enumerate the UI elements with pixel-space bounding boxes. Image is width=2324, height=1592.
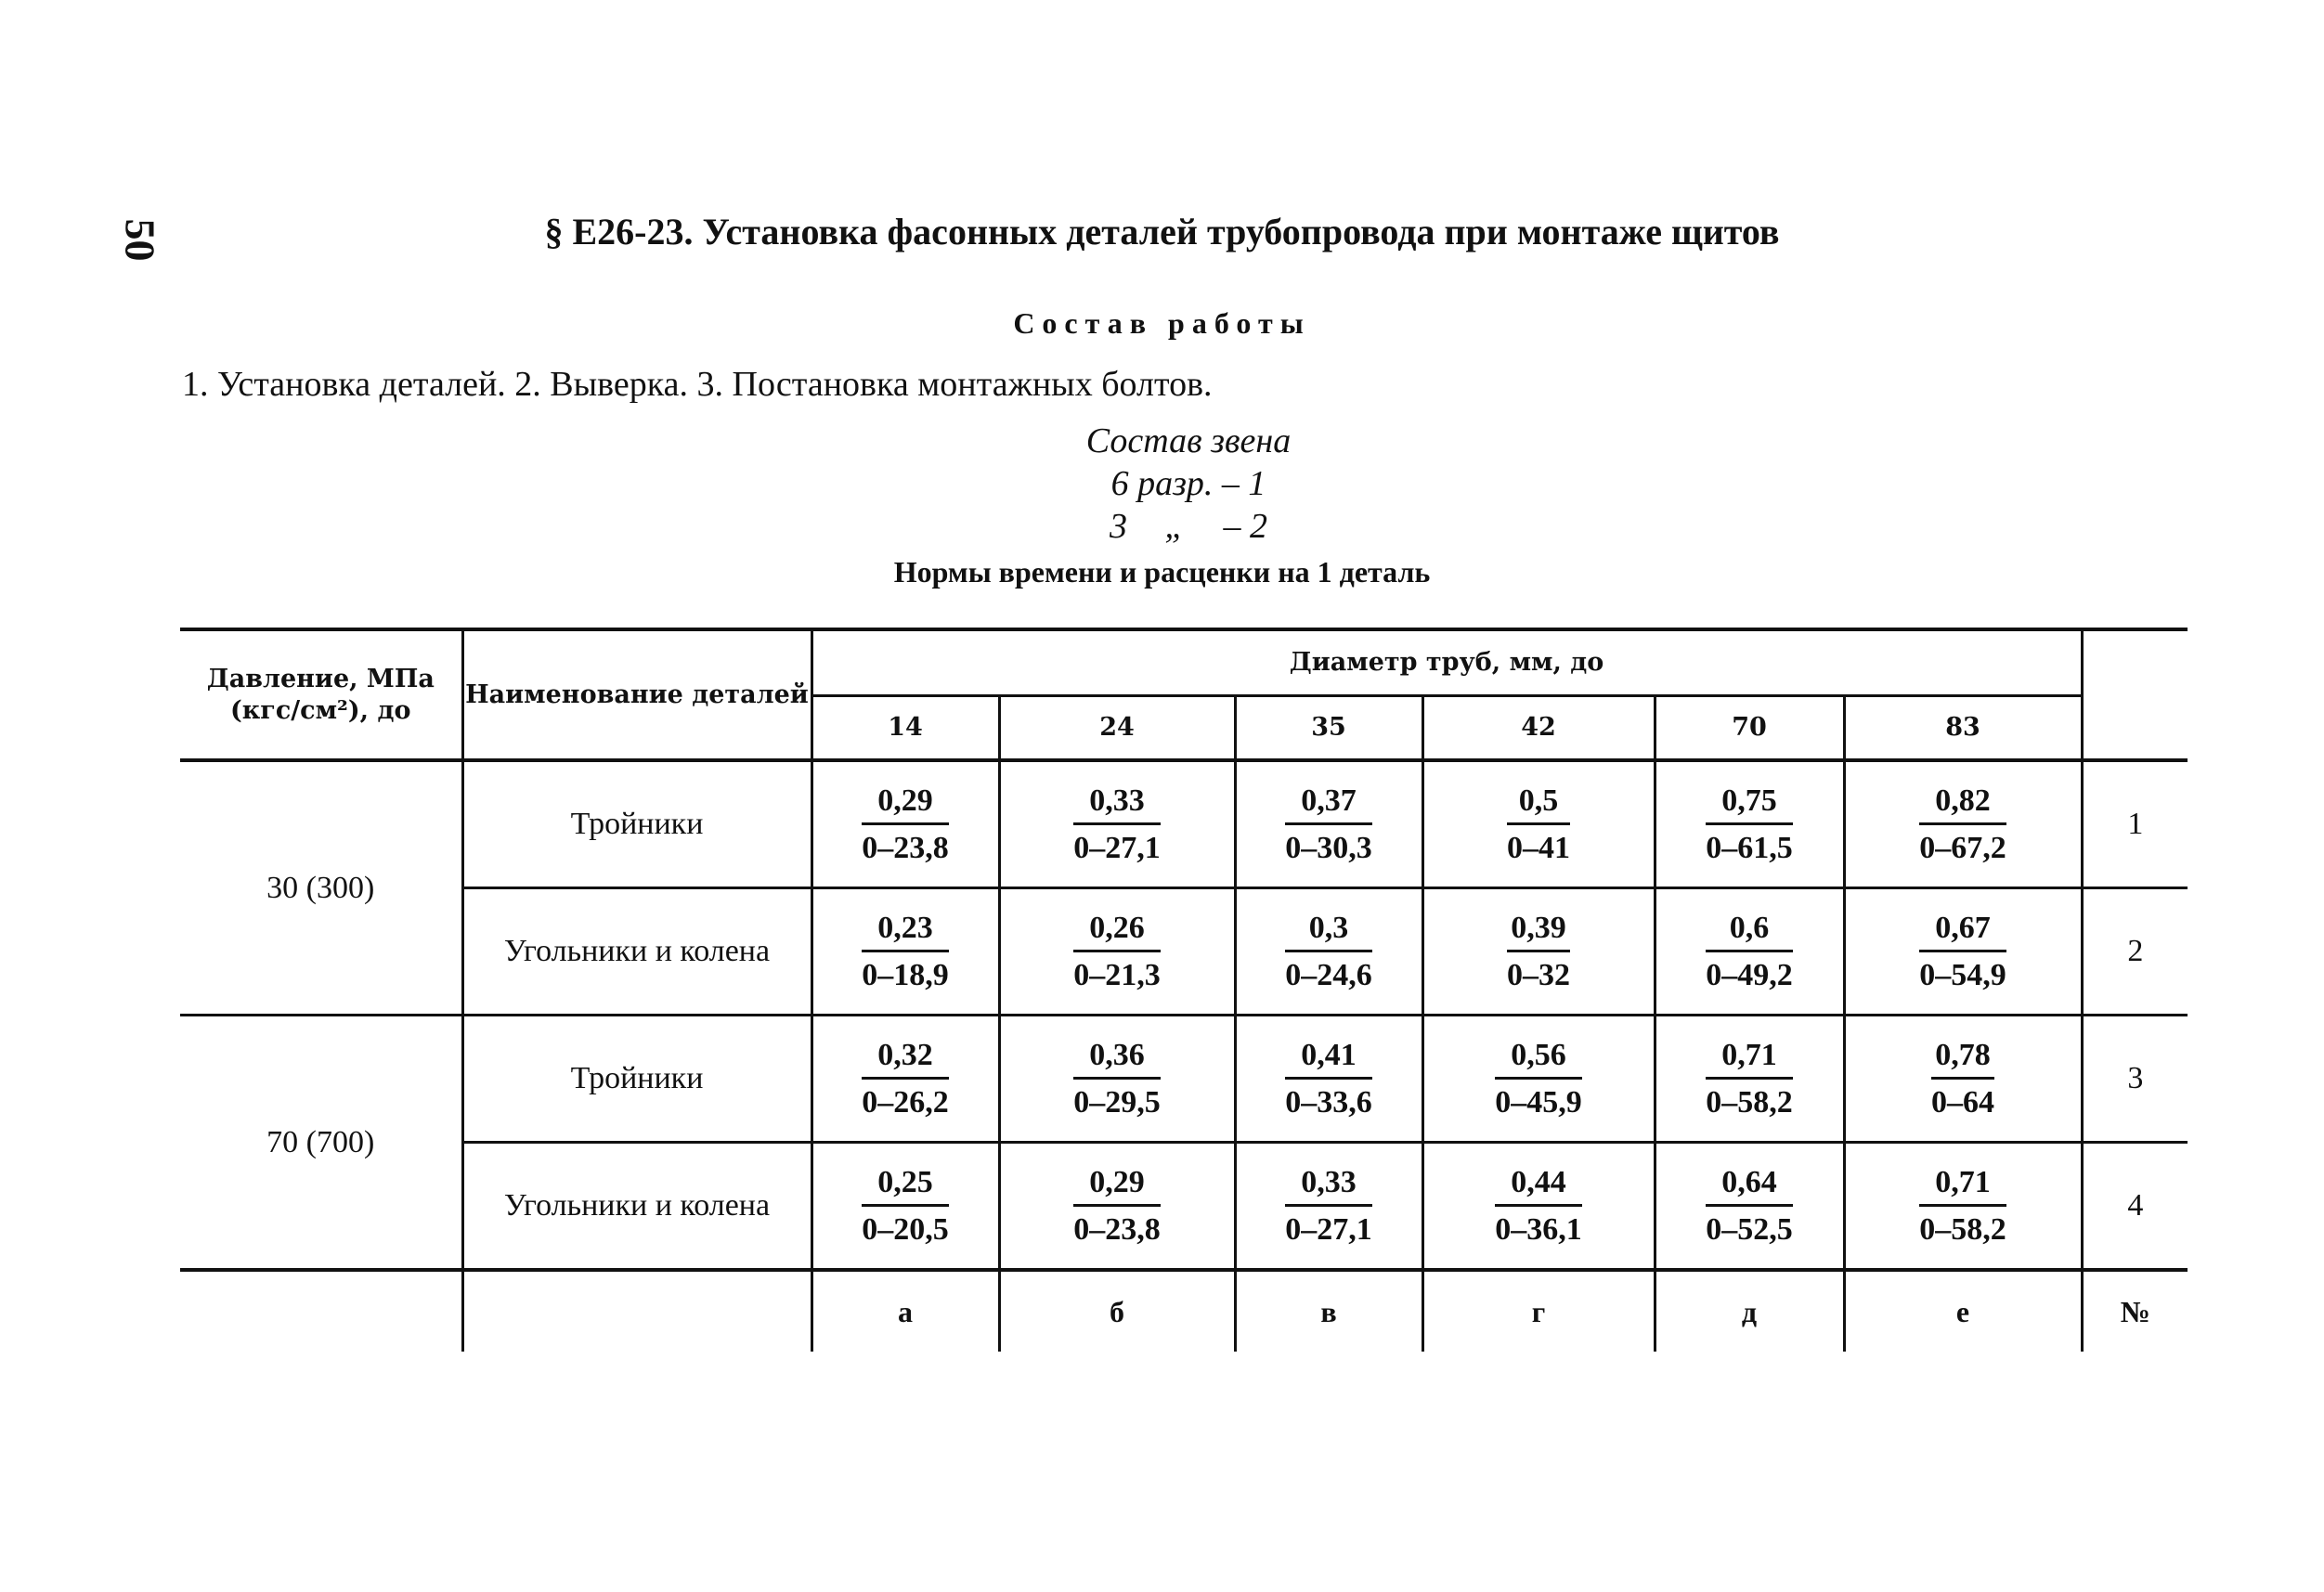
norms-table [180, 628, 2188, 1352]
crew-heading: Состав звена [1085, 421, 1292, 460]
rate-fraction [862, 1165, 949, 1248]
rate-cell [999, 1143, 1235, 1271]
header-row-number-blank [2082, 629, 2188, 760]
part-name-cell: Угольники и колена [462, 888, 811, 1016]
pressure-cell: 70 (700) [266, 1124, 375, 1159]
price-rate: 0–33,6 [1285, 1084, 1372, 1120]
price-rate: 0–20,5 [862, 1211, 949, 1247]
column-letter: б [999, 1270, 1235, 1352]
rate-fraction [1285, 1038, 1372, 1120]
price-rate: 0–24,6 [1285, 957, 1372, 992]
time-norm: 0,64 [1706, 1165, 1793, 1207]
rate-fraction [1919, 783, 2006, 866]
price-rate: 0–41 [1507, 830, 1570, 865]
rate-fraction [1285, 911, 1372, 993]
rate-fraction [862, 783, 949, 866]
rate-fraction [1919, 911, 2006, 993]
price-rate: 0–36,1 [1495, 1211, 1582, 1247]
price-rate: 0–23,8 [1073, 1211, 1161, 1247]
footer-row [180, 1270, 2188, 1352]
crew-row-1: 6 разр. – 1 [1110, 464, 1266, 503]
rate-cell [1235, 1016, 1422, 1143]
price-rate: 0–26,2 [862, 1084, 949, 1120]
price-rate: 0–45,9 [1495, 1084, 1582, 1120]
time-norm: 0,33 [1073, 783, 1161, 825]
column-letter: д [1655, 1270, 1844, 1352]
column-letter: а [811, 1270, 999, 1352]
rate-cell [999, 888, 1235, 1016]
rate-cell [1235, 1143, 1422, 1271]
rate-fraction [1285, 783, 1372, 866]
rate-cell [811, 760, 999, 888]
time-norm: 0,56 [1495, 1038, 1582, 1080]
header-diameter-35: 35 [1235, 696, 1422, 761]
footer-number-sign: № [2082, 1270, 2188, 1352]
row-number: 2 [2082, 888, 2188, 1016]
pressure-cell: 30 (300) [180, 760, 462, 1016]
table-row [180, 1143, 2188, 1271]
time-norm: 0,6 [1706, 911, 1793, 952]
header-diameter-24: 24 [999, 696, 1235, 761]
crew-composition [956, 420, 1421, 548]
price-rate: 0–32 [1507, 957, 1570, 992]
rate-fraction [1495, 1038, 1582, 1120]
time-norm: 0,25 [862, 1165, 949, 1207]
header-diameter-83: 83 [1844, 696, 2082, 761]
crew-row-2-rank: 3 [1110, 507, 1127, 546]
price-rate: 0–67,2 [1919, 830, 2006, 865]
rate-fraction [1706, 783, 1793, 866]
rate-fraction [862, 911, 949, 993]
time-norm: 0,71 [1919, 1165, 2006, 1207]
column-letter: г [1422, 1270, 1655, 1352]
row-number: 3 [2082, 1016, 2188, 1143]
time-norm: 0,67 [1919, 911, 2006, 952]
time-norm: 0,75 [1706, 783, 1793, 825]
column-letter: е [1844, 1270, 2082, 1352]
rate-fraction [1073, 783, 1161, 866]
rate-fraction [1495, 1165, 1582, 1248]
rate-cell [1655, 1143, 1844, 1271]
rate-cell [1422, 1143, 1655, 1271]
part-name-cell: Тройники [462, 1016, 811, 1143]
time-norm: 0,39 [1507, 911, 1570, 952]
table-row [180, 888, 2188, 1016]
rate-cell [811, 888, 999, 1016]
price-rate: 0–64 [1931, 1084, 1995, 1120]
rate-cell [1844, 1016, 2082, 1143]
rate-fraction [1919, 1165, 2006, 1248]
time-norm: 0,3 [1285, 911, 1372, 952]
crew-row-2 [956, 505, 1421, 548]
table-row [180, 760, 2188, 888]
rate-cell [1844, 760, 2082, 888]
rate-cell [999, 1016, 1235, 1143]
rate-cell [1655, 1016, 1844, 1143]
price-rate: 0–23,8 [862, 830, 949, 865]
row-number: 1 [2082, 760, 2188, 888]
header-diameter: Диаметр труб, мм, до [811, 629, 2082, 696]
rate-fraction [862, 1038, 949, 1120]
price-rate: 0–52,5 [1706, 1211, 1793, 1247]
norms-table-wrap [180, 628, 2188, 1352]
time-norm: 0,71 [1706, 1038, 1793, 1080]
price-rate: 0–21,3 [1073, 957, 1161, 992]
rate-fraction [1706, 1038, 1793, 1120]
rate-fraction [1073, 1165, 1161, 1248]
price-rate: 0–58,2 [1919, 1211, 2006, 1247]
time-norm: 0,41 [1285, 1038, 1372, 1080]
rate-fraction [1507, 783, 1570, 866]
rate-cell [1422, 760, 1655, 888]
price-rate: 0–54,9 [1919, 957, 2006, 992]
rate-fraction [1507, 911, 1570, 993]
header-part-name: Наименование деталей [462, 629, 811, 760]
time-norm: 0,23 [862, 911, 949, 952]
rate-fraction [1706, 1165, 1793, 1248]
crew-row-2-ditto: „ [1164, 507, 1185, 546]
rate-cell [999, 760, 1235, 888]
header-diameter-70: 70 [1655, 696, 1844, 761]
footer-blank-pressure [180, 1270, 462, 1352]
page-number: 50 [116, 218, 164, 262]
price-rate: 0–30,3 [1285, 830, 1372, 865]
rate-cell [1235, 888, 1422, 1016]
time-norm: 0,37 [1285, 783, 1372, 825]
price-rate: 0–27,1 [1073, 830, 1161, 865]
rate-cell [1422, 1016, 1655, 1143]
price-rate: 0–27,1 [1285, 1211, 1372, 1247]
rate-cell [811, 1143, 999, 1271]
header-diameter-14: 14 [811, 696, 999, 761]
time-norm: 0,5 [1507, 783, 1570, 825]
row-number: 4 [2082, 1143, 2188, 1271]
price-rate: 0–58,2 [1706, 1084, 1793, 1120]
time-norm: 0,82 [1919, 783, 2006, 825]
time-norm: 0,29 [1073, 1165, 1161, 1207]
work-composition-heading: Состав работы [1013, 306, 1311, 340]
price-rate: 0–18,9 [862, 957, 949, 992]
rate-cell [1655, 888, 1844, 1016]
price-rate: 0–29,5 [1073, 1084, 1161, 1120]
rate-cell [1422, 888, 1655, 1016]
footer-blank-name [462, 1270, 811, 1352]
column-letter: в [1235, 1270, 1422, 1352]
time-norm: 0,44 [1495, 1165, 1582, 1207]
time-norm: 0,29 [862, 783, 949, 825]
part-name-cell: Тройники [462, 760, 811, 888]
header-pressure: Давление, МПа (кгс/см²), до [180, 629, 462, 760]
header-diameter-42: 42 [1422, 696, 1655, 761]
price-rate: 0–61,5 [1706, 830, 1793, 865]
rate-fraction [1285, 1165, 1372, 1248]
part-name-cell: Угольники и колена [462, 1143, 811, 1271]
rate-fraction [1073, 911, 1161, 993]
crew-row-2-count: – 2 [1223, 507, 1267, 546]
time-norm: 0,32 [862, 1038, 949, 1080]
time-norm: 0,78 [1931, 1038, 1994, 1080]
rate-cell [1844, 1143, 2082, 1271]
time-norm: 0,26 [1073, 911, 1161, 952]
rate-cell [1235, 760, 1422, 888]
time-norm: 0,36 [1073, 1038, 1161, 1080]
time-norm: 0,33 [1285, 1165, 1372, 1207]
rate-cell [811, 1016, 999, 1143]
section-title: § Е26-23. Установка фасонных деталей трубопровода при монтаже щитов [544, 211, 1780, 252]
price-rate: 0–49,2 [1706, 957, 1793, 992]
norms-caption: Нормы времени и расценки на 1 деталь [893, 555, 1431, 589]
rate-fraction [1706, 911, 1793, 993]
rate-cell [1844, 888, 2082, 1016]
rate-fraction [1931, 1038, 1994, 1120]
table-row [180, 1016, 2188, 1143]
rate-cell [1655, 760, 1844, 888]
rate-fraction [1073, 1038, 1161, 1120]
work-steps: 1. Установка деталей. 2. Выверка. 3. Постановка монтажных болтов. [182, 365, 1213, 404]
